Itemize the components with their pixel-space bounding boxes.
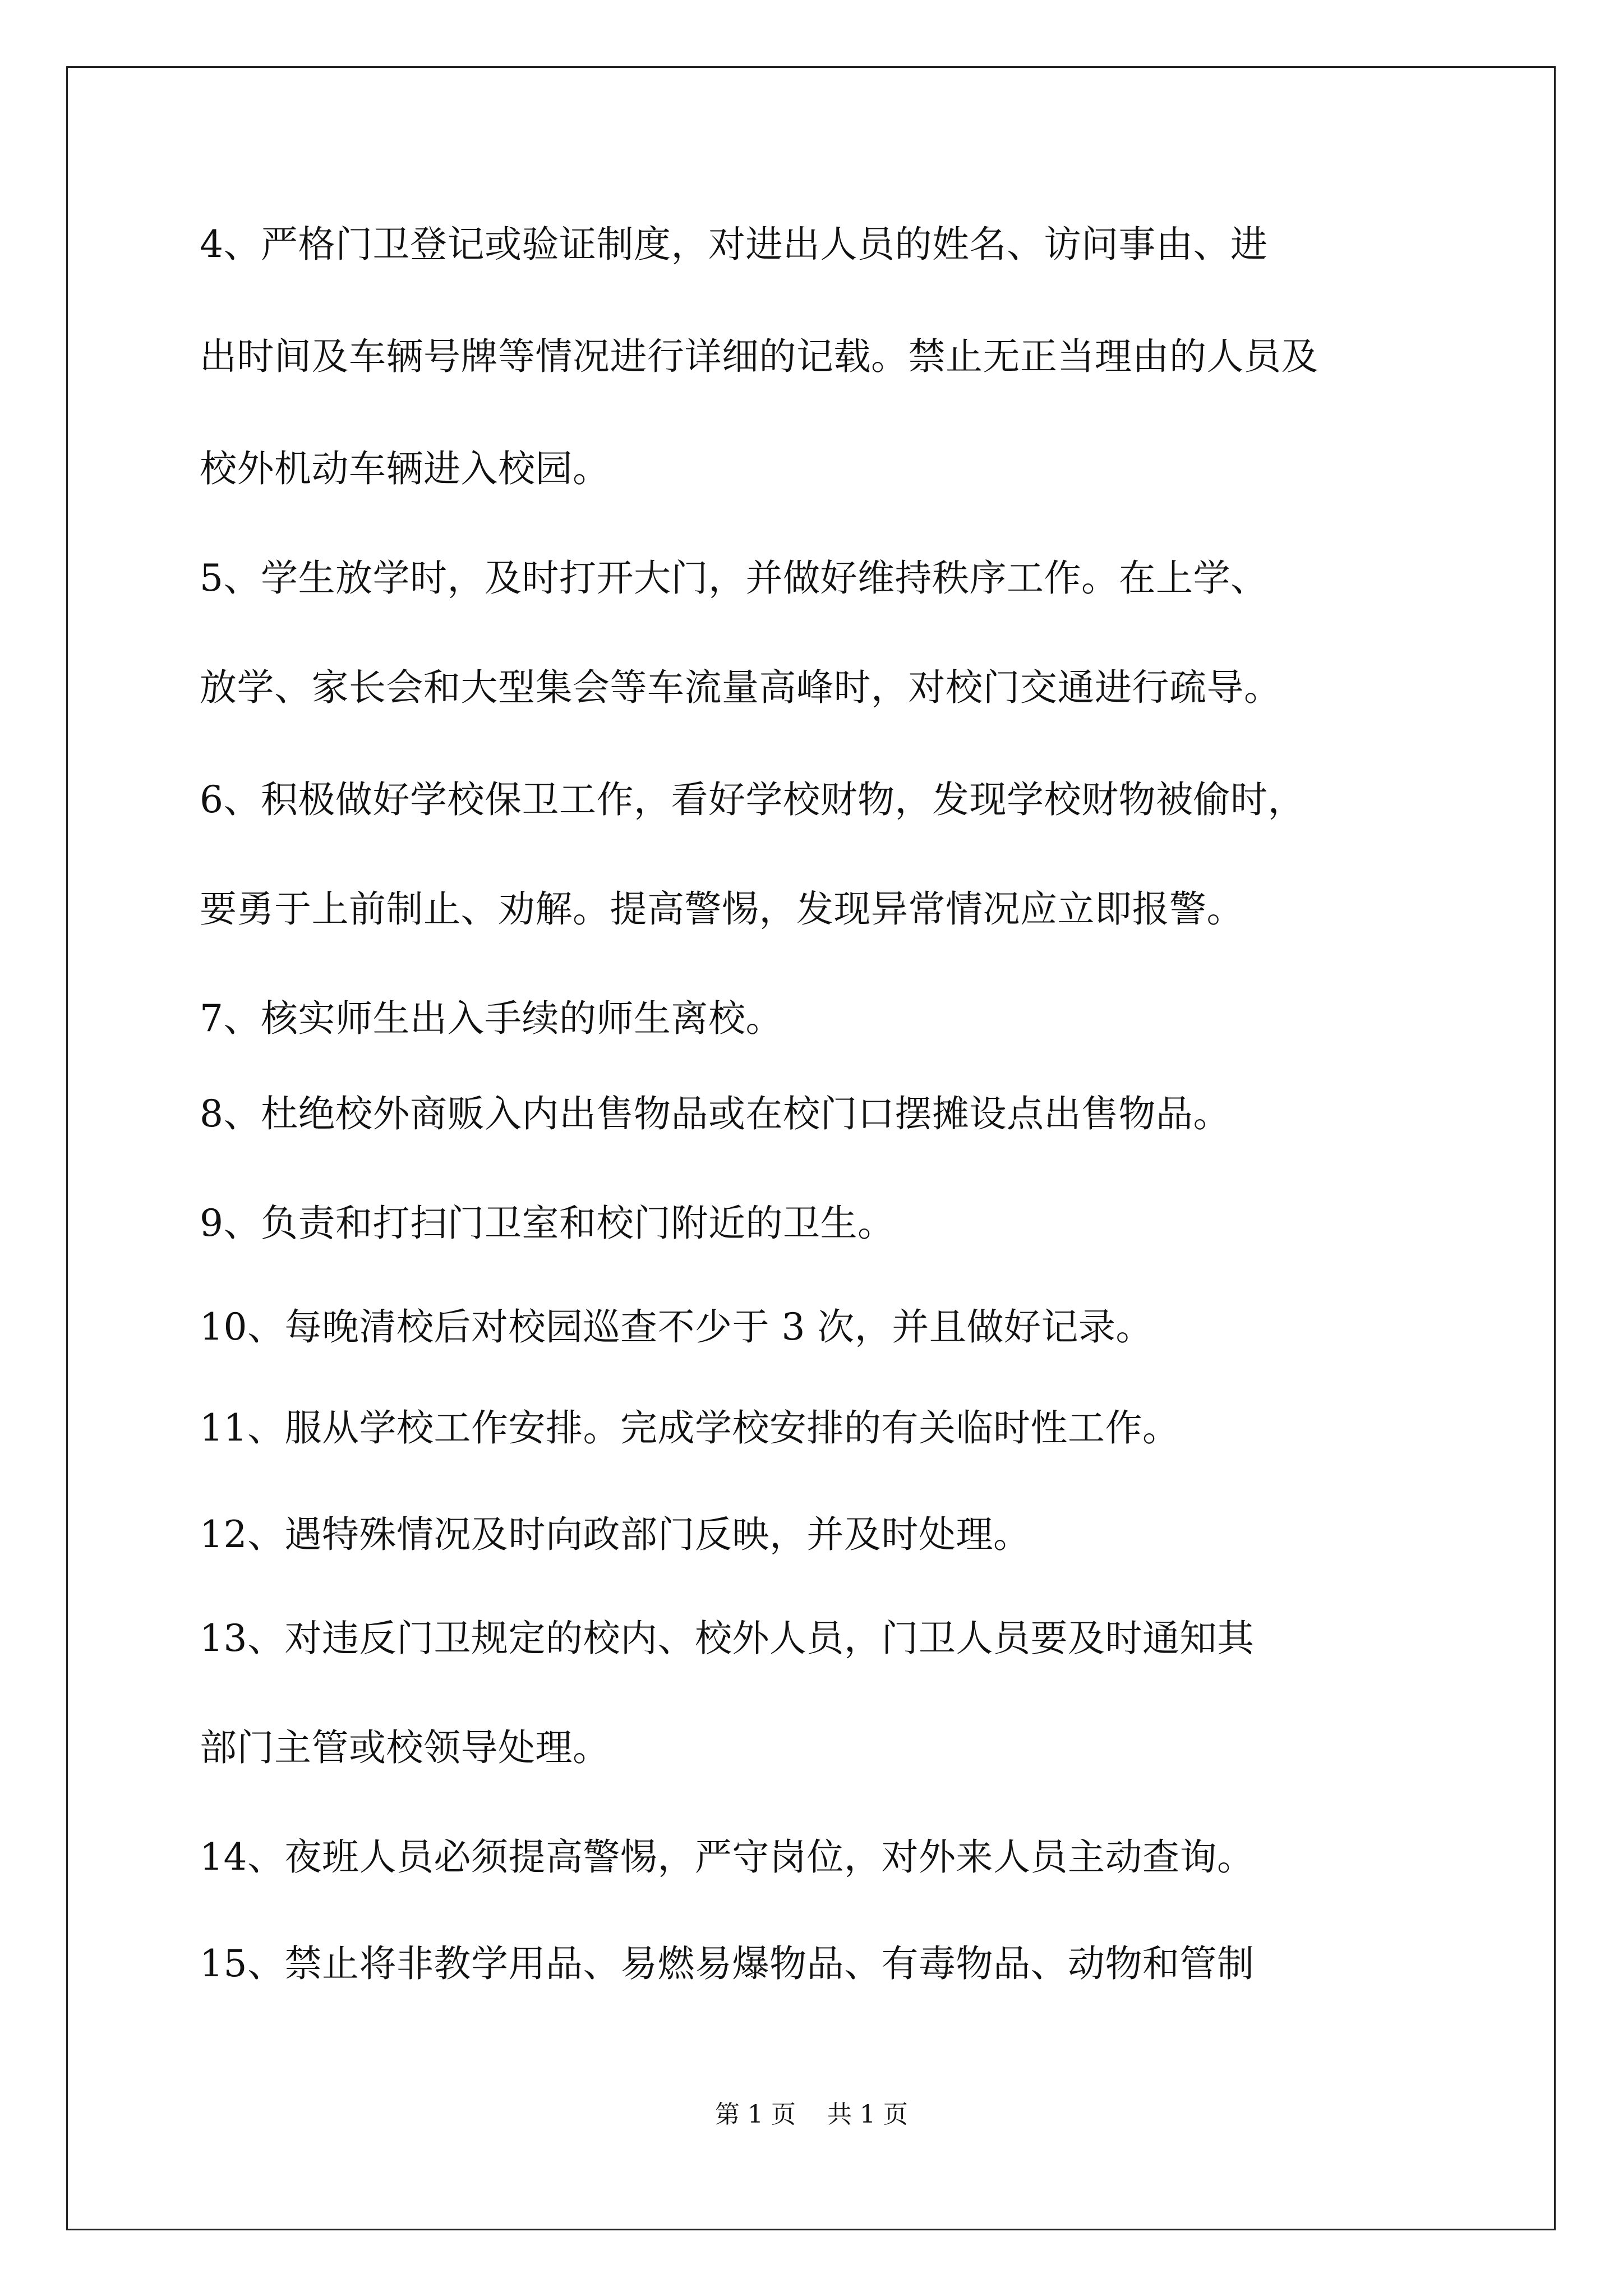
body-line: 14、夜班人员必须提高警惕，严守岗位，对外来人员主动查询。 xyxy=(200,1835,1255,1879)
body-line: 部门主管或校领导处理。 xyxy=(200,1726,610,1769)
body-line: 校外机动车辆进入校园。 xyxy=(200,447,610,490)
page-border xyxy=(66,66,1556,2230)
body-line: 9、负责和打扫门卫室和校门附近的卫生。 xyxy=(200,1202,895,1245)
body-line: 10、每晚清校后对校园巡查不少于 3 次，并且做好记录。 xyxy=(200,1305,1153,1349)
body-line: 12、遇特殊情况及时向政部门反映，并及时处理。 xyxy=(200,1513,1031,1556)
page-footer: 第 1 页 共 1 页 xyxy=(715,2100,908,2129)
body-line: 11、服从学校工作安排。完成学校安排的有关临时性工作。 xyxy=(200,1406,1180,1450)
body-line: 要勇于上前制止、劝解。提高警惕，发现异常情况应立即报警。 xyxy=(200,887,1244,931)
body-line: 出时间及车辆号牌等情况进行详细的记载。禁止无正当理由的人员及 xyxy=(200,335,1318,378)
body-line: 4、严格门卫登记或验证制度，对进出人员的姓名、访问事由、进 xyxy=(200,223,1268,266)
body-line: 放学、家长会和大型集会等车流量高峰时，对校门交通进行疏导。 xyxy=(200,666,1281,709)
body-line: 15、禁止将非教学用品、易燃易爆物品、有毒物品、动物和管制 xyxy=(200,1942,1255,1985)
body-line: 7、核实师生出入手续的师生离校。 xyxy=(200,997,783,1040)
body-line: 5、学生放学时，及时打开大门，并做好维持秩序工作。在上学、 xyxy=(200,556,1268,600)
body-line: 8、杜绝校外商贩入内出售物品或在校门口摆摊设点出售物品。 xyxy=(200,1092,1230,1135)
body-line: 13、对违反门卫规定的校内、校外人员，门卫人员要及时通知其 xyxy=(200,1617,1255,1660)
body-line: 6、积极做好学校保卫工作，看好学校财物，发现学校财物被偷时， xyxy=(200,778,1305,821)
